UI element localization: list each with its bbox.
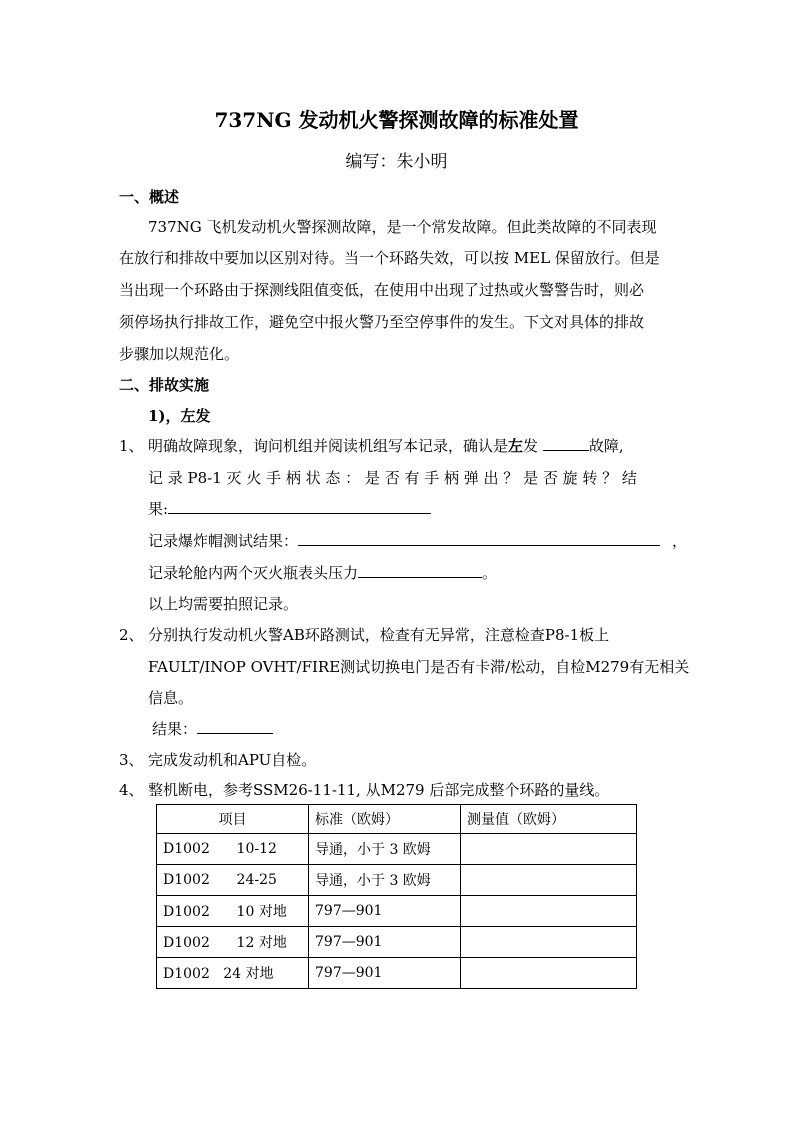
section1-line-5: 步骤加以规范化。: [119, 345, 240, 363]
table-row: [157, 896, 637, 927]
handle-status-result-blank[interactable]: [168, 499, 431, 514]
table-row: [157, 927, 637, 958]
cell-measured[interactable]: [461, 896, 637, 927]
cell-standard: 797—901: [309, 927, 461, 958]
squib-test-label: 记录爆炸帽测试结果：: [148, 532, 299, 550]
cell-measured[interactable]: [461, 834, 637, 865]
step1-line-3: [148, 498, 431, 519]
step3-text: 完成发动机和APU自检。: [148, 751, 317, 769]
step1-number: 1、: [119, 437, 144, 455]
fault-engine-blank[interactable]: [543, 436, 589, 451]
cell-item: D1002 12 对地: [157, 927, 309, 958]
bottle-pressure-blank[interactable]: [358, 563, 482, 578]
step1-text-d: 故障,: [588, 437, 624, 455]
step1-line-4-end: ，: [672, 532, 688, 550]
step2-number: 2、: [119, 626, 144, 644]
table-row: [157, 834, 637, 865]
step1-line-2: 记 录 P8-1 灭 火 手 柄 状 态 ： 是 否 有 手 柄 弹 出 ？ 是 否 旋 转 ？ 结: [148, 469, 637, 487]
step2-line-2: FAULT/INOP OVHT/FIRE测试切换电门是否有卡滞/松动，自检M279有无相关: [148, 658, 690, 676]
section1-heading: 一、概述: [119, 188, 180, 206]
header-item: 项目: [157, 805, 309, 834]
loop-measurement-table: [156, 804, 637, 989]
step2-line-3: 信息。: [148, 689, 194, 707]
step1-text-a: 明确故障现象，询问机组并阅读机组写本记录，确认是: [148, 437, 509, 455]
section1-line-1: 737NG 飞机发动机火警探测故障，是一个常发故障。但此类故障的不同表现: [148, 218, 657, 236]
bottle-pressure-label: 记录轮舱内两个灭火瓶表头压力: [148, 564, 359, 582]
step2-line-1: 分别执行发动机火警AB环路测试，检查有无异常，注意检查P8-1板上: [148, 626, 610, 644]
section1-line-4: 须停场执行排故工作，避免空中报火警乃至空停事件的发生。下文对具体的排故: [119, 313, 645, 331]
step1-line-6: 以上均需要拍照记录。: [148, 595, 299, 613]
cell-standard: 导通，小于 3 欧姆: [309, 834, 461, 865]
author-line: 编写：朱小明: [345, 152, 448, 172]
step1-result-label: 果:: [148, 500, 169, 518]
step1-line-1: [148, 435, 624, 456]
header-measured: 测量值（欧姆）: [461, 805, 637, 834]
squib-test-result-blank[interactable]: [298, 531, 660, 546]
step4-number: 4、: [119, 781, 144, 799]
step3-number: 3、: [119, 751, 144, 769]
step2-line-4: [152, 718, 273, 739]
loop-test-result-blank[interactable]: [197, 719, 273, 734]
table-row: [157, 958, 637, 989]
cell-measured[interactable]: [461, 865, 637, 896]
step4-text: 整机断电，参考SSM26-11-11, 从M279 后部完成整个环路的量线。: [148, 781, 610, 799]
step1-line-5-end: 。: [482, 564, 498, 582]
cell-item: D1002 24 对地: [157, 958, 309, 989]
cell-item: D1002 24-25: [157, 865, 309, 896]
cell-standard: 导通，小于 3 欧姆: [309, 865, 461, 896]
cell-item: D1002 10 对地: [157, 896, 309, 927]
table-header-row: [157, 805, 637, 834]
section1-line-2: 在放行和排故中要加以区别对待。当一个环路失效，可以按 MEL 保留放行。但是: [119, 249, 660, 267]
cell-item: D1002 10-12: [157, 834, 309, 865]
cell-standard: 797—901: [309, 896, 461, 927]
section1-line-3: 当出现一个环路由于探测线阻值变低，在使用中出现了过热或火警警告时，则必: [119, 281, 645, 299]
step2-result-label: 结果：: [152, 720, 198, 738]
step1-text-c: 发: [523, 437, 539, 455]
header-standard: 标准（欧姆）: [309, 805, 461, 834]
cell-measured[interactable]: [461, 958, 637, 989]
subsection-left-engine: 1)，左发: [148, 407, 211, 425]
section2-heading: 二、排故实施: [119, 376, 210, 394]
step1-left-emphasis: 左: [508, 437, 524, 455]
table-row: [157, 865, 637, 896]
cell-standard: 797—901: [309, 958, 461, 989]
step1-line-4: [148, 530, 660, 551]
cell-measured[interactable]: [461, 927, 637, 958]
step1-line-5: [148, 562, 497, 583]
document-title: 737NG 发动机火警探测故障的标准处置: [214, 108, 579, 132]
